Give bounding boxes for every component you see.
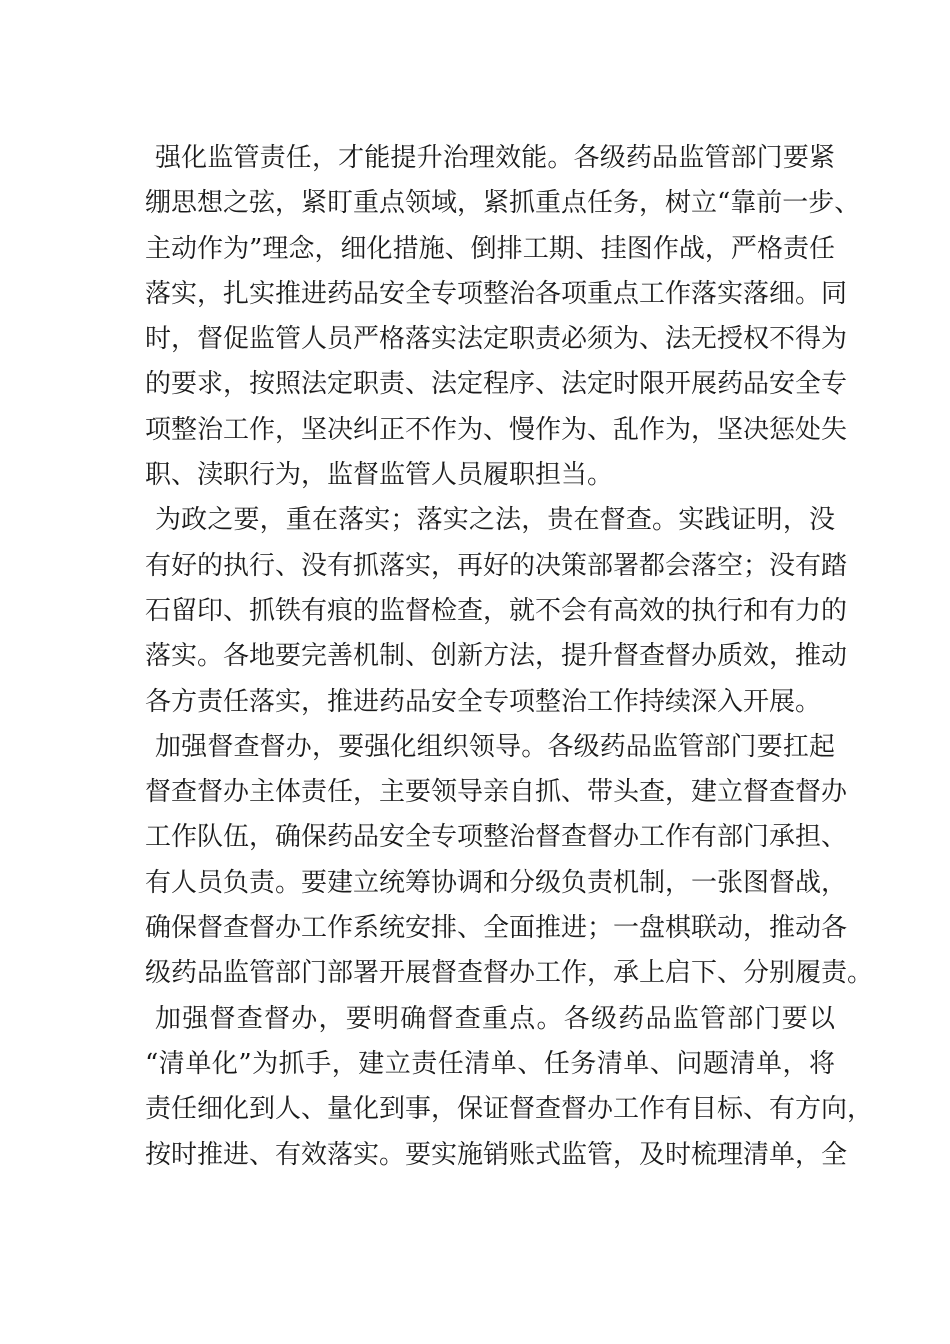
document-body: [145, 136, 874, 1178]
paragraph-1-line-1: 强化监管责任，才能提升治理效能。各级药品监管部门要紧: [155, 143, 835, 173]
paragraph-2-line-3: 石留印、抓铁有痕的监督检查，就不会有高效的执行和有力的: [145, 595, 848, 626]
paragraph-4-line-4: 按时推进、有效落实。要实施销账式监管，及时梳理清单，全: [145, 1139, 848, 1170]
paragraph-3-line-6: 级药品监管部门部署开展督查督办工作，承上启下、分别履责。: [145, 958, 874, 989]
paragraph-1-line-3: 主动作为”理念，细化措施、倒排工期、挂图作战，严格责任: [145, 233, 835, 264]
paragraph-1-line-8: 职、渎职行为，监督监管人员履职担当。: [145, 460, 614, 491]
paragraph-1-line-4: 落实，扎实推进药品安全专项整治各项重点工作落实落细。同: [145, 278, 848, 309]
paragraph-4-line-2: “清单化”为抓手，建立责任清单、任务清单、问题清单，将: [145, 1048, 835, 1079]
paragraph-1-line-5: 时，督促监管人员严格落实法定职责必须为、法无授权不得为: [145, 324, 848, 355]
paragraph-2-line-2: 有好的执行、没有抓落实，再好的决策部署都会落空；没有踏: [145, 550, 848, 581]
paragraph-4-line-3: 责任细化到人、量化到事，保证督查督办工作有目标、有方向，: [145, 1094, 874, 1125]
paragraph-1-line-2: 绷思想之弦，紧盯重点领域，紧抓重点任务，树立“靠前一步、: [145, 188, 861, 219]
paragraph-4-line-1: 加强督查督办，要明确督查重点。各级药品监管部门要以: [155, 1003, 835, 1034]
paragraph-2-line-1: 为政之要，重在落实；落实之法，贵在督查。实践证明，没: [155, 505, 835, 536]
paragraph-1-line-7: 项整治工作，坚决纠正不作为、慢作为、乱作为，坚决惩处失: [145, 414, 848, 445]
paragraph-2-line-5: 各方责任落实，推进药品安全专项整治工作持续深入开展。: [145, 686, 822, 717]
paragraph-3-line-1: 加强督查督办，要强化组织领导。各级药品监管部门要扛起: [155, 731, 835, 762]
paragraph-1-line-6: 的要求，按照法定职责、法定程序、法定时限开展药品安全专: [145, 369, 848, 400]
paragraph-2-line-4: 落实。各地要完善机制、创新方法，提升督查督办质效，推动: [145, 641, 848, 672]
paragraph-3-line-5: 确保督查督办工作系统安排、全面推进；一盘棋联动，推动各: [145, 913, 848, 944]
paragraph-3-line-2: 督查督办主体责任，主要领导亲自抓、带头查，建立督查督办: [145, 777, 848, 808]
paragraph-3-line-3: 工作队伍，确保药品安全专项整治督查督办工作有部门承担、: [145, 822, 848, 853]
paragraph-3-line-4: 有人员负责。要建立统筹协调和分级负责机制，一张图督战，: [145, 867, 848, 898]
